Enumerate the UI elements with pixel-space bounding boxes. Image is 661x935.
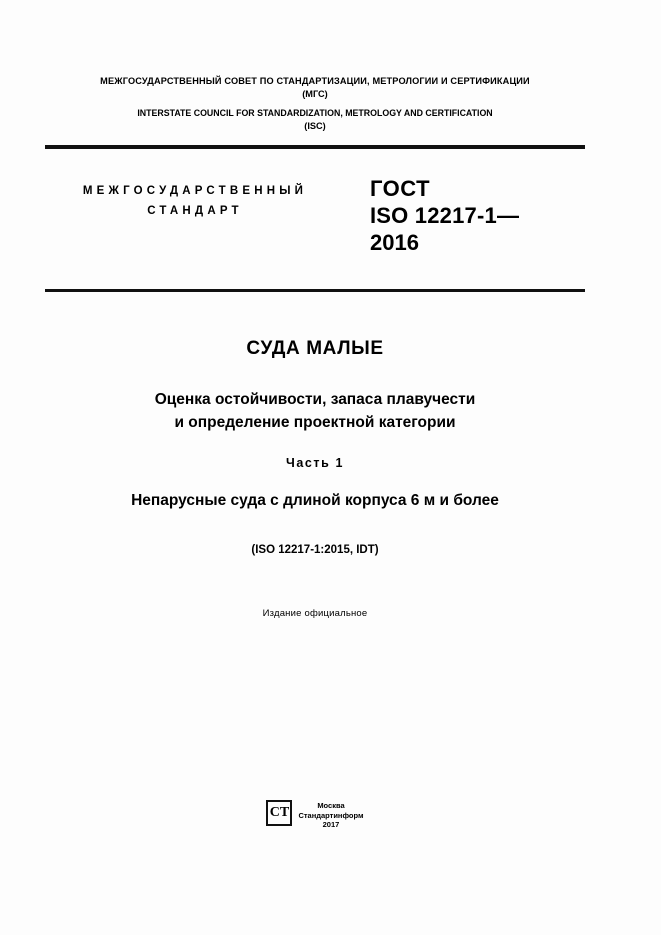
official-edition-note: Издание официальное <box>262 608 368 619</box>
standartinform-logo-icon: СТ <box>266 800 292 826</box>
council-name-en: INTERSTATE COUNCIL FOR STANDARDIZATION, METROLOGY AND CERTIFICATION <box>137 108 493 118</box>
iso-reference: (ISO 12217-1:2015, IDT) <box>251 544 379 556</box>
document-title: СУДА МАЛЫЕ <box>246 338 384 359</box>
publisher-city: Москва <box>317 801 345 810</box>
issuing-body-header <box>45 55 585 133</box>
divider-thick-bottom <box>45 289 585 292</box>
publisher-info <box>298 800 363 830</box>
publisher-block <box>45 800 585 830</box>
standard-year: 2016 <box>370 230 419 255</box>
standard-number-block <box>362 175 585 256</box>
document-subtitle-line1: Оценка остойчивости, запаса плавучести <box>154 391 476 408</box>
standard-number: ISO 12217-1— <box>370 203 520 228</box>
document-part-label: Часть 1 <box>285 456 345 470</box>
divider-thick-top <box>45 145 585 149</box>
document-subtitle-line2: и определение проектной категории <box>174 414 456 431</box>
council-name-ru: МЕЖГОСУДАРСТВЕННЫЙ СОВЕТ ПО СТАНДАРТИЗАЦИИ, МЕТРОЛОГИИ И СЕРТИФИКАЦИИ <box>100 76 530 86</box>
council-abbr-en: (ISC) <box>304 121 326 131</box>
council-abbr-ru: (МГС) <box>302 89 328 99</box>
title-block <box>45 338 585 619</box>
standard-prefix: ГОСТ <box>370 176 431 201</box>
standard-designation-row <box>45 175 585 271</box>
publisher-name: Стандартинформ <box>298 810 364 820</box>
document-part-title: Непарусные суда с длиной корпуса 6 м и более <box>131 492 499 509</box>
page-content <box>45 55 585 885</box>
standard-type-line2: СТАНДАРТ <box>147 205 243 217</box>
standard-type-line1: МЕЖГОСУДАРСТВЕННЫЙ <box>82 185 308 197</box>
standard-type-block <box>45 175 345 221</box>
publisher-year: 2017 <box>322 820 340 829</box>
